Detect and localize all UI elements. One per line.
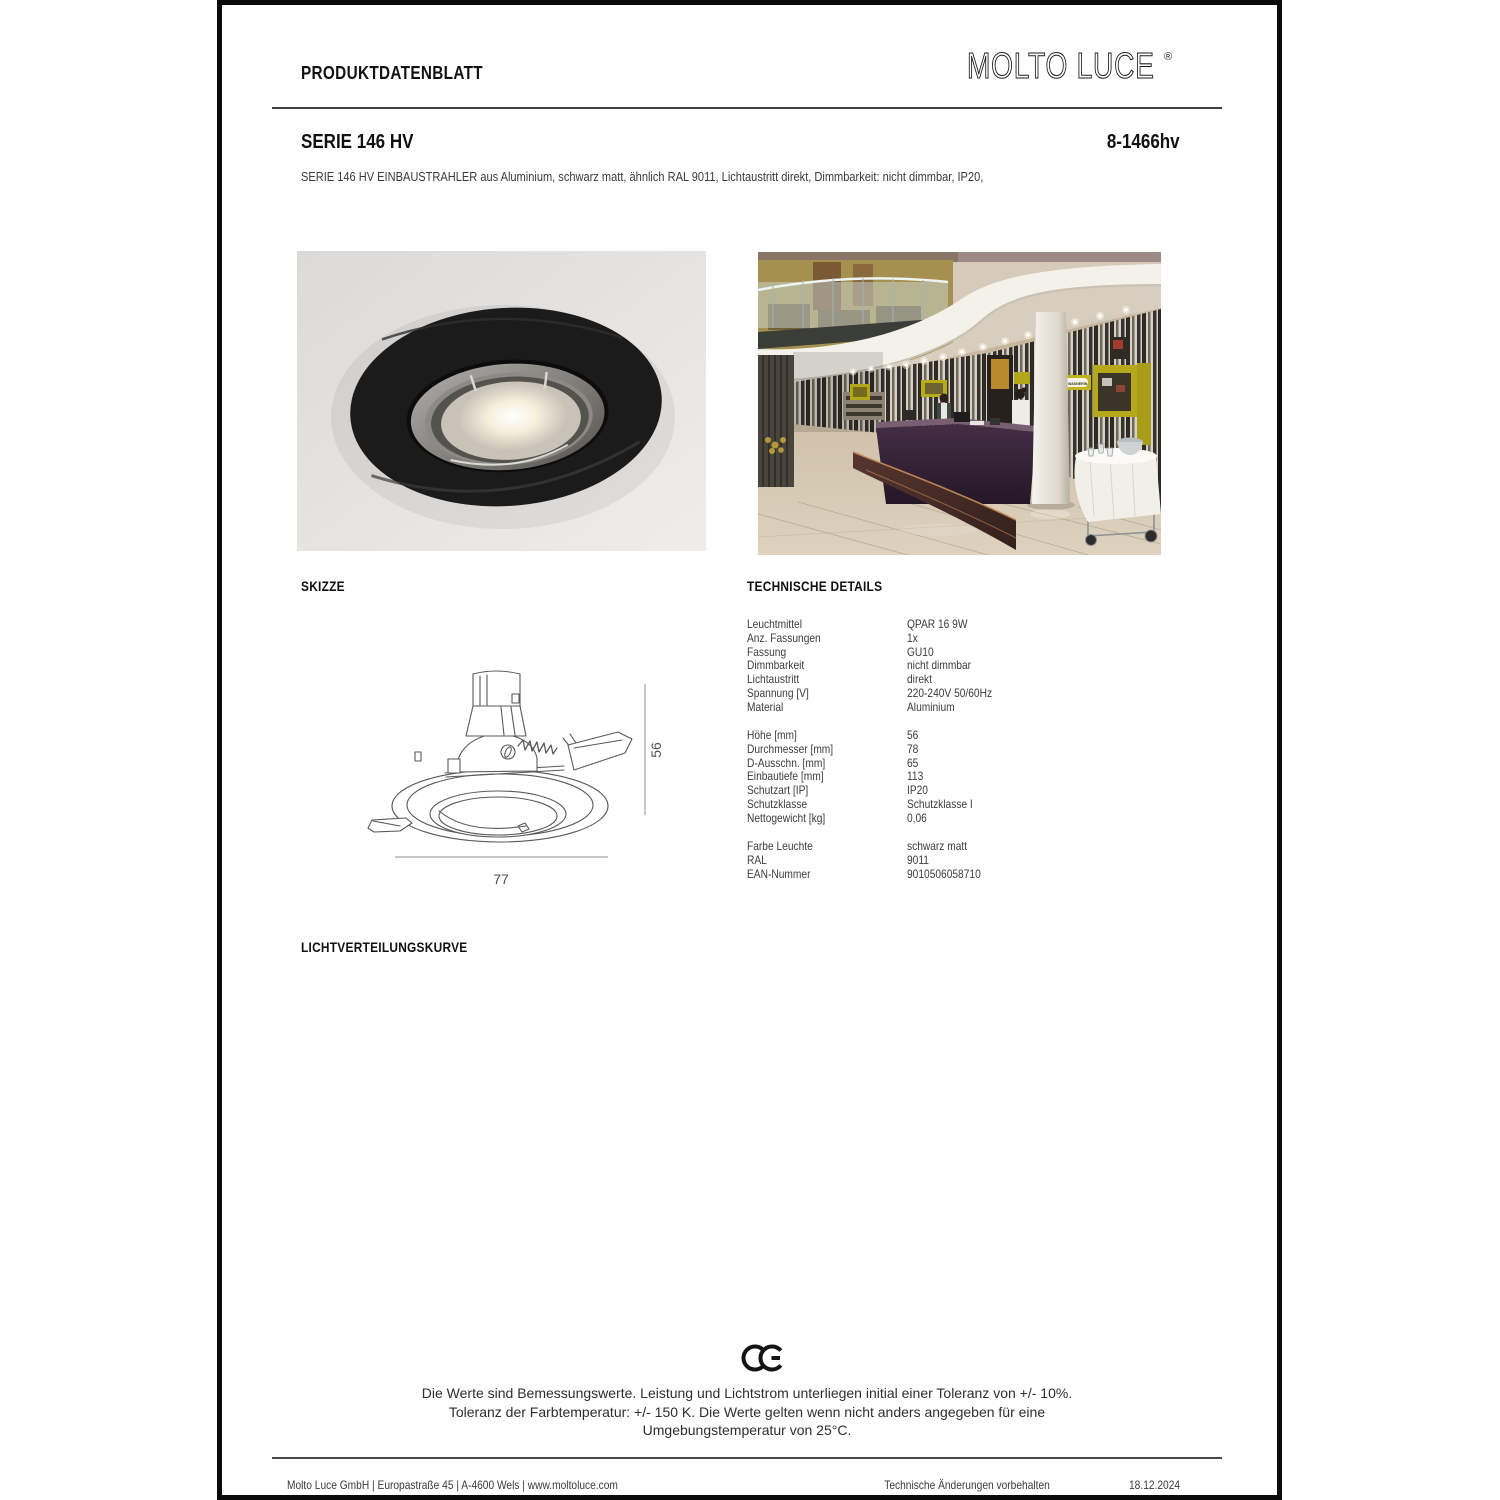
article-number: 8-1466hv — [1107, 131, 1180, 153]
disclaimer-line: Toleranz der Farbtemperatur: +/- 150 K. Die Werte gelten wenn nicht anders angegeben für eine — [448, 1403, 1046, 1420]
spec-row — [747, 757, 1087, 771]
spec-row — [747, 812, 1087, 826]
spec-value: 9010506058710 — [907, 866, 981, 881]
product-description: SERIE 146 HV EINBAUSTRAHLER aus Aluminium, schwarz matt, ähnlich RAL 9011, Lichtaustritt direkt, Dimmbarkeit: nicht dimmbar, IP20, — [301, 169, 984, 184]
spec-value: Schutzklasse I — [907, 797, 973, 812]
spec-row — [747, 784, 1087, 798]
spec-row — [747, 673, 1087, 687]
document-type-title: PRODUKTDATENBLATT — [301, 63, 483, 83]
spec-label: Anz. Fassungen — [747, 630, 821, 645]
registered-trademark-icon: ® — [1164, 51, 1173, 63]
spec-value: GU10 — [907, 644, 934, 659]
spec-value: Aluminium — [907, 699, 955, 714]
spec-label: Leuchtmittel — [747, 617, 802, 631]
recessed-spot-photo-illustration — [297, 251, 706, 551]
left-louver-panel — [758, 355, 794, 487]
footer-date: 18.12.2024 — [1128, 1478, 1180, 1492]
spec-value: IP20 — [907, 783, 928, 798]
footer-divider — [272, 1457, 1222, 1459]
spec-value: 65 — [907, 755, 919, 770]
spec-label: Höhe [mm] — [747, 728, 797, 743]
dimension-height-label: 56 — [648, 742, 664, 758]
datasheet-page — [217, 0, 1282, 1500]
molto-luce-logo — [967, 48, 1182, 88]
spec-row — [747, 770, 1087, 784]
spec-value: QPAR 16 9W — [907, 617, 968, 631]
disclaimer-line: Die Werte sind Bemessungswerte. Leistung und Lichtstrom unterliegen initial einer Toleranz von +/- 10%. — [421, 1385, 1073, 1401]
brand-logo-text: MOLTO LUCE — [967, 48, 1155, 86]
spec-row — [747, 840, 1087, 854]
footer-company-line: Molto Luce GmbH | Europastraße 45 | A-4600 Wels | www.moltoluce.com — [287, 1478, 618, 1492]
spec-label: Einbautiefe [mm] — [747, 769, 824, 784]
spec-row — [747, 687, 1087, 701]
light-distribution-section-title: LICHTVERTEILUNGSKURVE — [301, 939, 468, 955]
header-divider — [272, 107, 1222, 109]
spec-value: 220-240V 50/60Hz — [907, 685, 993, 700]
spec-label: Farbe Leuchte — [747, 839, 813, 854]
disclaimer-line: Umgebungstemperatur von 25°C. — [642, 1422, 852, 1438]
sign-text: WASNERIN — [1068, 382, 1088, 386]
spec-value: 0,06 — [907, 810, 927, 825]
spec-label: Schutzart [IP] — [747, 783, 809, 798]
footer-notice: Technische Änderungen vorbehalten — [884, 1478, 1050, 1492]
spec-row — [747, 729, 1087, 743]
spec-label: Lichtaustritt — [747, 672, 800, 687]
spec-value: 113 — [907, 769, 924, 784]
spec-label: D-Ausschn. [mm] — [747, 755, 826, 770]
spec-label: Schutzklasse — [747, 797, 808, 812]
spec-row — [747, 854, 1087, 868]
spec-value: schwarz matt — [907, 839, 968, 854]
ce-mark-icon — [741, 1343, 787, 1373]
spec-group — [747, 618, 1087, 715]
spec-label: Nettogewicht [kg] — [747, 810, 826, 825]
spec-value: 56 — [907, 728, 919, 743]
spec-group — [747, 729, 1087, 826]
spec-label: RAL — [747, 852, 767, 867]
technical-drawing — [360, 660, 670, 900]
dimension-width-label: 77 — [493, 871, 509, 887]
spec-group — [747, 840, 1087, 881]
technical-details-section-title: TECHNISCHE DETAILS — [747, 578, 883, 594]
product-series-title: SERIE 146 HV — [301, 131, 414, 153]
spec-value: 1x — [907, 630, 918, 645]
spec-row — [747, 701, 1087, 715]
spec-value: direkt — [907, 672, 932, 687]
disclaimer-text — [297, 1384, 1197, 1440]
spec-label: EAN-Nummer — [747, 866, 811, 881]
spec-label: Dimmbarkeit — [747, 658, 805, 673]
spec-row — [747, 743, 1087, 757]
spec-value: nicht dimmbar — [907, 658, 972, 673]
application-photo — [758, 252, 1161, 555]
spec-row — [747, 868, 1087, 882]
product-photo — [297, 251, 706, 551]
technical-details-table — [747, 618, 1087, 882]
spec-label: Durchmesser [mm] — [747, 741, 834, 756]
spec-value: 9011 — [907, 852, 929, 867]
spec-row — [747, 659, 1087, 673]
spec-label: Material — [747, 699, 784, 714]
spec-row — [747, 632, 1087, 646]
spec-row — [747, 646, 1087, 660]
spec-value: 78 — [907, 741, 919, 756]
sketch-section-title: SKIZZE — [301, 578, 345, 594]
brand-logo — [967, 48, 1182, 88]
spec-row — [747, 798, 1087, 812]
hotel-lobby-illustration — [758, 252, 1161, 555]
spec-label: Spannung [V] — [747, 685, 809, 700]
spec-label: Fassung — [747, 644, 787, 659]
spec-row — [747, 618, 1087, 632]
